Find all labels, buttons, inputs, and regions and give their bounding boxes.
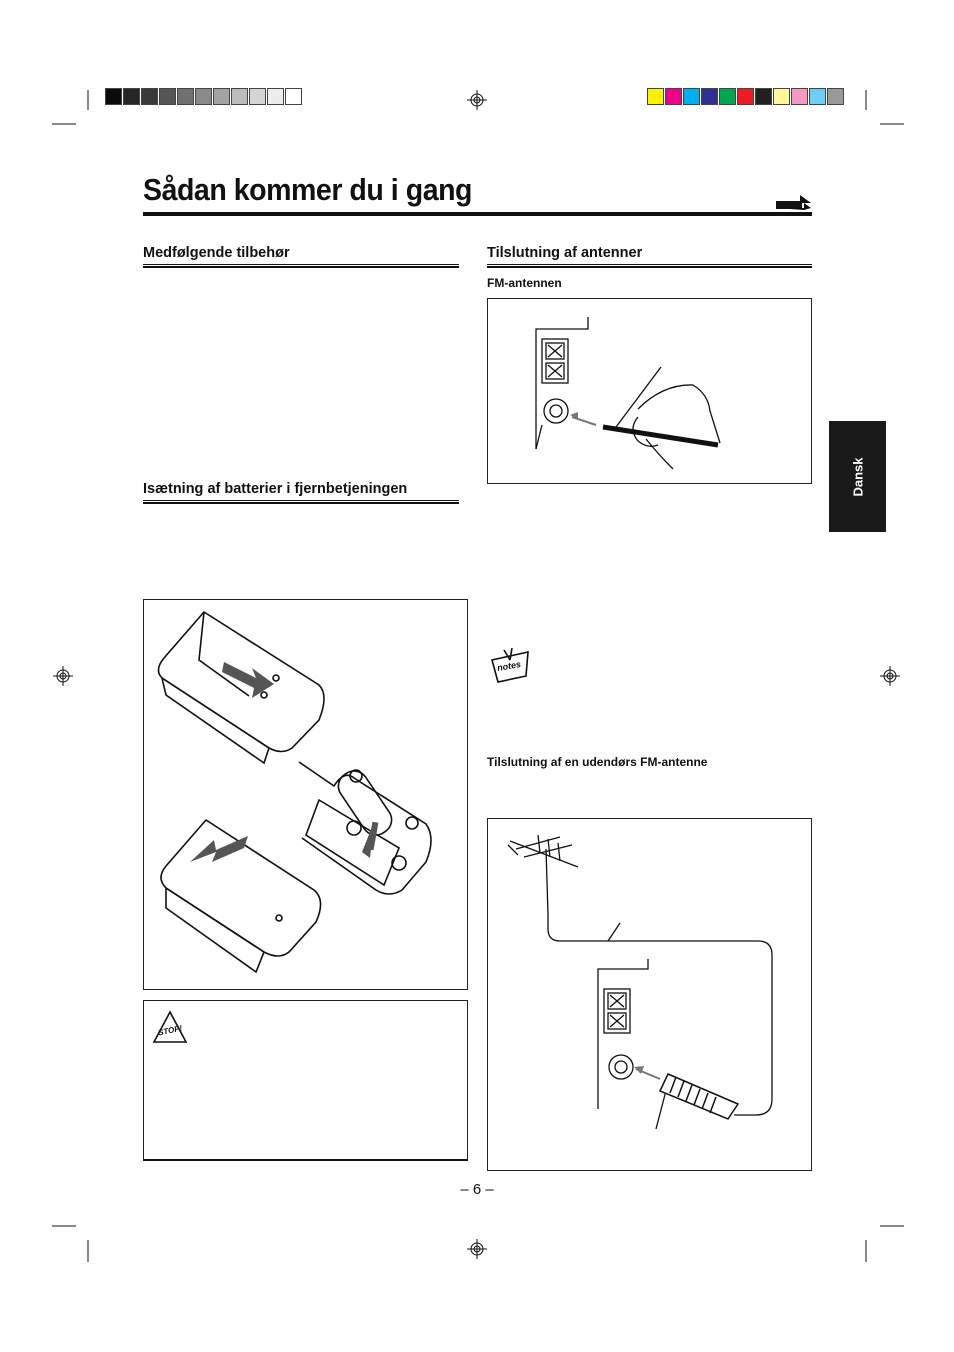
registration-target-top: [467, 90, 487, 110]
outdoor-antenna-figure: [487, 818, 812, 1171]
accessories-rule: [143, 264, 459, 268]
fm-wire-illustration: [488, 299, 811, 483]
outdoor-antenna-illustration: [488, 819, 811, 1170]
batteries-rule: [143, 500, 459, 504]
page-title: Sådan kommer du i gang: [143, 172, 473, 207]
battery-figure: [143, 599, 468, 990]
fm-antenna-figure: [487, 298, 812, 484]
antennas-heading: Tilslutning af antenner: [487, 245, 643, 261]
registration-target-right: [880, 666, 900, 686]
continue-arrow-icon: [774, 191, 812, 211]
registration-target-left: [53, 666, 73, 686]
page-number: – 6 –: [460, 1181, 494, 1198]
fm-antenna-subheading: FM-antennen: [487, 276, 562, 290]
caution-box: [143, 1000, 468, 1161]
title-rule: [143, 212, 812, 216]
language-tab: [829, 421, 886, 532]
outdoor-antenna-subheading: Tilslutning af en udendørs FM-antenne: [487, 755, 708, 769]
notes-icon-label: notes: [496, 658, 522, 674]
registration-target-bottom: [467, 1239, 487, 1259]
batteries-heading: Isætning af batterier i fjernbetjeningen: [143, 481, 408, 497]
remote-battery-illustration: [144, 600, 467, 989]
language-tab-label: Dansk: [850, 456, 865, 497]
stop-icon-label: STOP!: [157, 1023, 183, 1038]
accessories-heading: Medfølgende tilbehør: [143, 245, 290, 261]
antennas-rule: [487, 264, 812, 268]
